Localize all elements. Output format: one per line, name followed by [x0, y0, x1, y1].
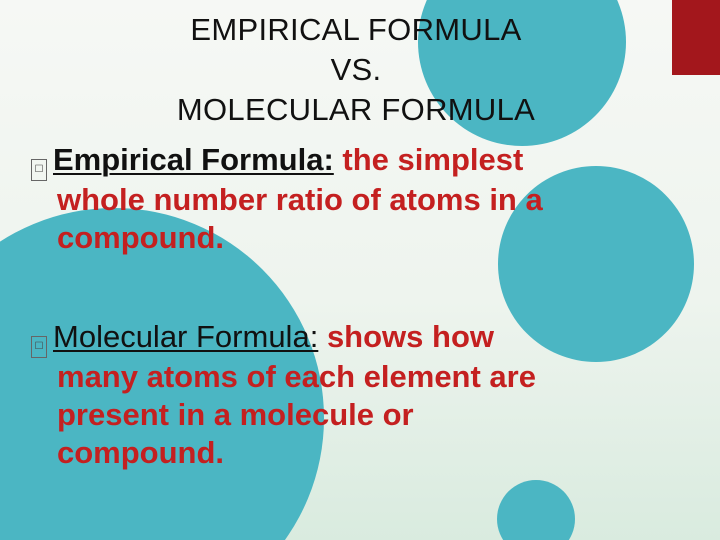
- bullet-definition: compound.: [57, 220, 225, 255]
- decorative-circle-bottom: [497, 480, 575, 540]
- bullet-definition: shows how: [326, 319, 495, 354]
- bullet-molecular-formula: [31, 318, 661, 472]
- bullet-empirical-formula: [31, 141, 661, 257]
- bullet-term: Empirical Formula:: [53, 142, 334, 177]
- bullet-definition: compound.: [57, 435, 225, 470]
- bullet-definition: whole number ratio of atoms in a: [57, 182, 543, 217]
- bullet-marker-icon: ☐: [31, 159, 47, 181]
- bullet-term: Molecular Formula:: [53, 319, 319, 354]
- title-line: VS.: [330, 52, 382, 87]
- title-line: MOLECULAR FORMULA: [176, 92, 536, 127]
- bullet-definition: present in a molecule or: [57, 397, 414, 432]
- slide-title: [0, 10, 712, 130]
- bullet-definition: many atoms of each element are: [57, 359, 536, 394]
- title-line: EMPIRICAL FORMULA: [190, 12, 522, 47]
- bullet-marker-icon: ☐: [31, 336, 47, 358]
- bullet-definition: the simplest: [342, 142, 524, 177]
